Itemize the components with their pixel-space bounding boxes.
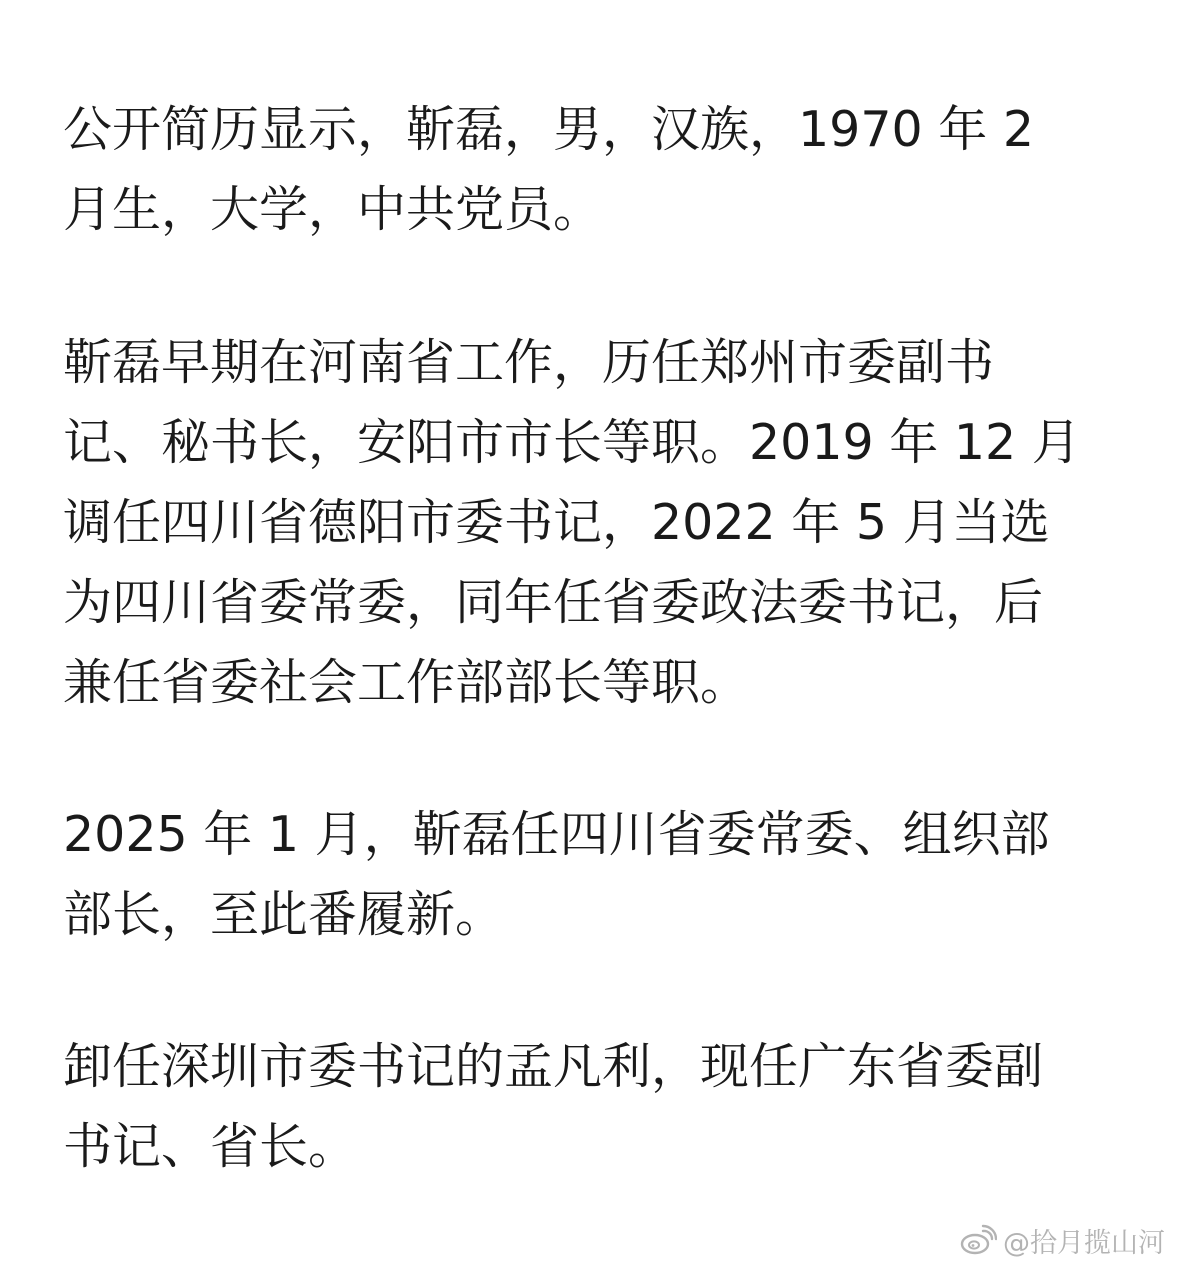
paragraph-4-line-1: 卸任深圳市委书记的孟凡利，现任广东省委副 (63, 1038, 1044, 1095)
paragraph-1-line-2: 月生，大学，中共党员。 (63, 181, 603, 238)
paragraph-2-line-1: 靳磊早期在河南省工作，历任郑州市委副书 (63, 334, 995, 391)
paragraph-2-line-2: 记、秘书长，安阳市市长等职。2019 年 12 月 (63, 414, 1081, 471)
paragraph-3-line-2: 部长，至此番履新。 (63, 886, 505, 943)
paragraph-1-line-1: 公开简历显示，靳磊，男，汉族，1970 年 2 (63, 101, 1035, 158)
paragraph-2-line-3: 调任四川省德阳市委书记，2022 年 5 月当选 (63, 494, 1050, 551)
watermark (959, 1220, 1165, 1260)
watermark-text: @拾月揽山河 (1003, 1227, 1165, 1259)
paragraph-4-line-2: 书记、省长。 (63, 1118, 358, 1175)
paragraph-2-line-5: 兼任省委社会工作部部长等职。 (63, 654, 750, 711)
paragraph-3-line-1: 2025 年 1 月，靳磊任四川省委常委、组织部 (63, 806, 1050, 863)
paragraph-2-line-4: 为四川省委常委，同年任省委政法委书记，后 (63, 574, 1044, 631)
weibo-logo-icon (959, 1224, 997, 1256)
